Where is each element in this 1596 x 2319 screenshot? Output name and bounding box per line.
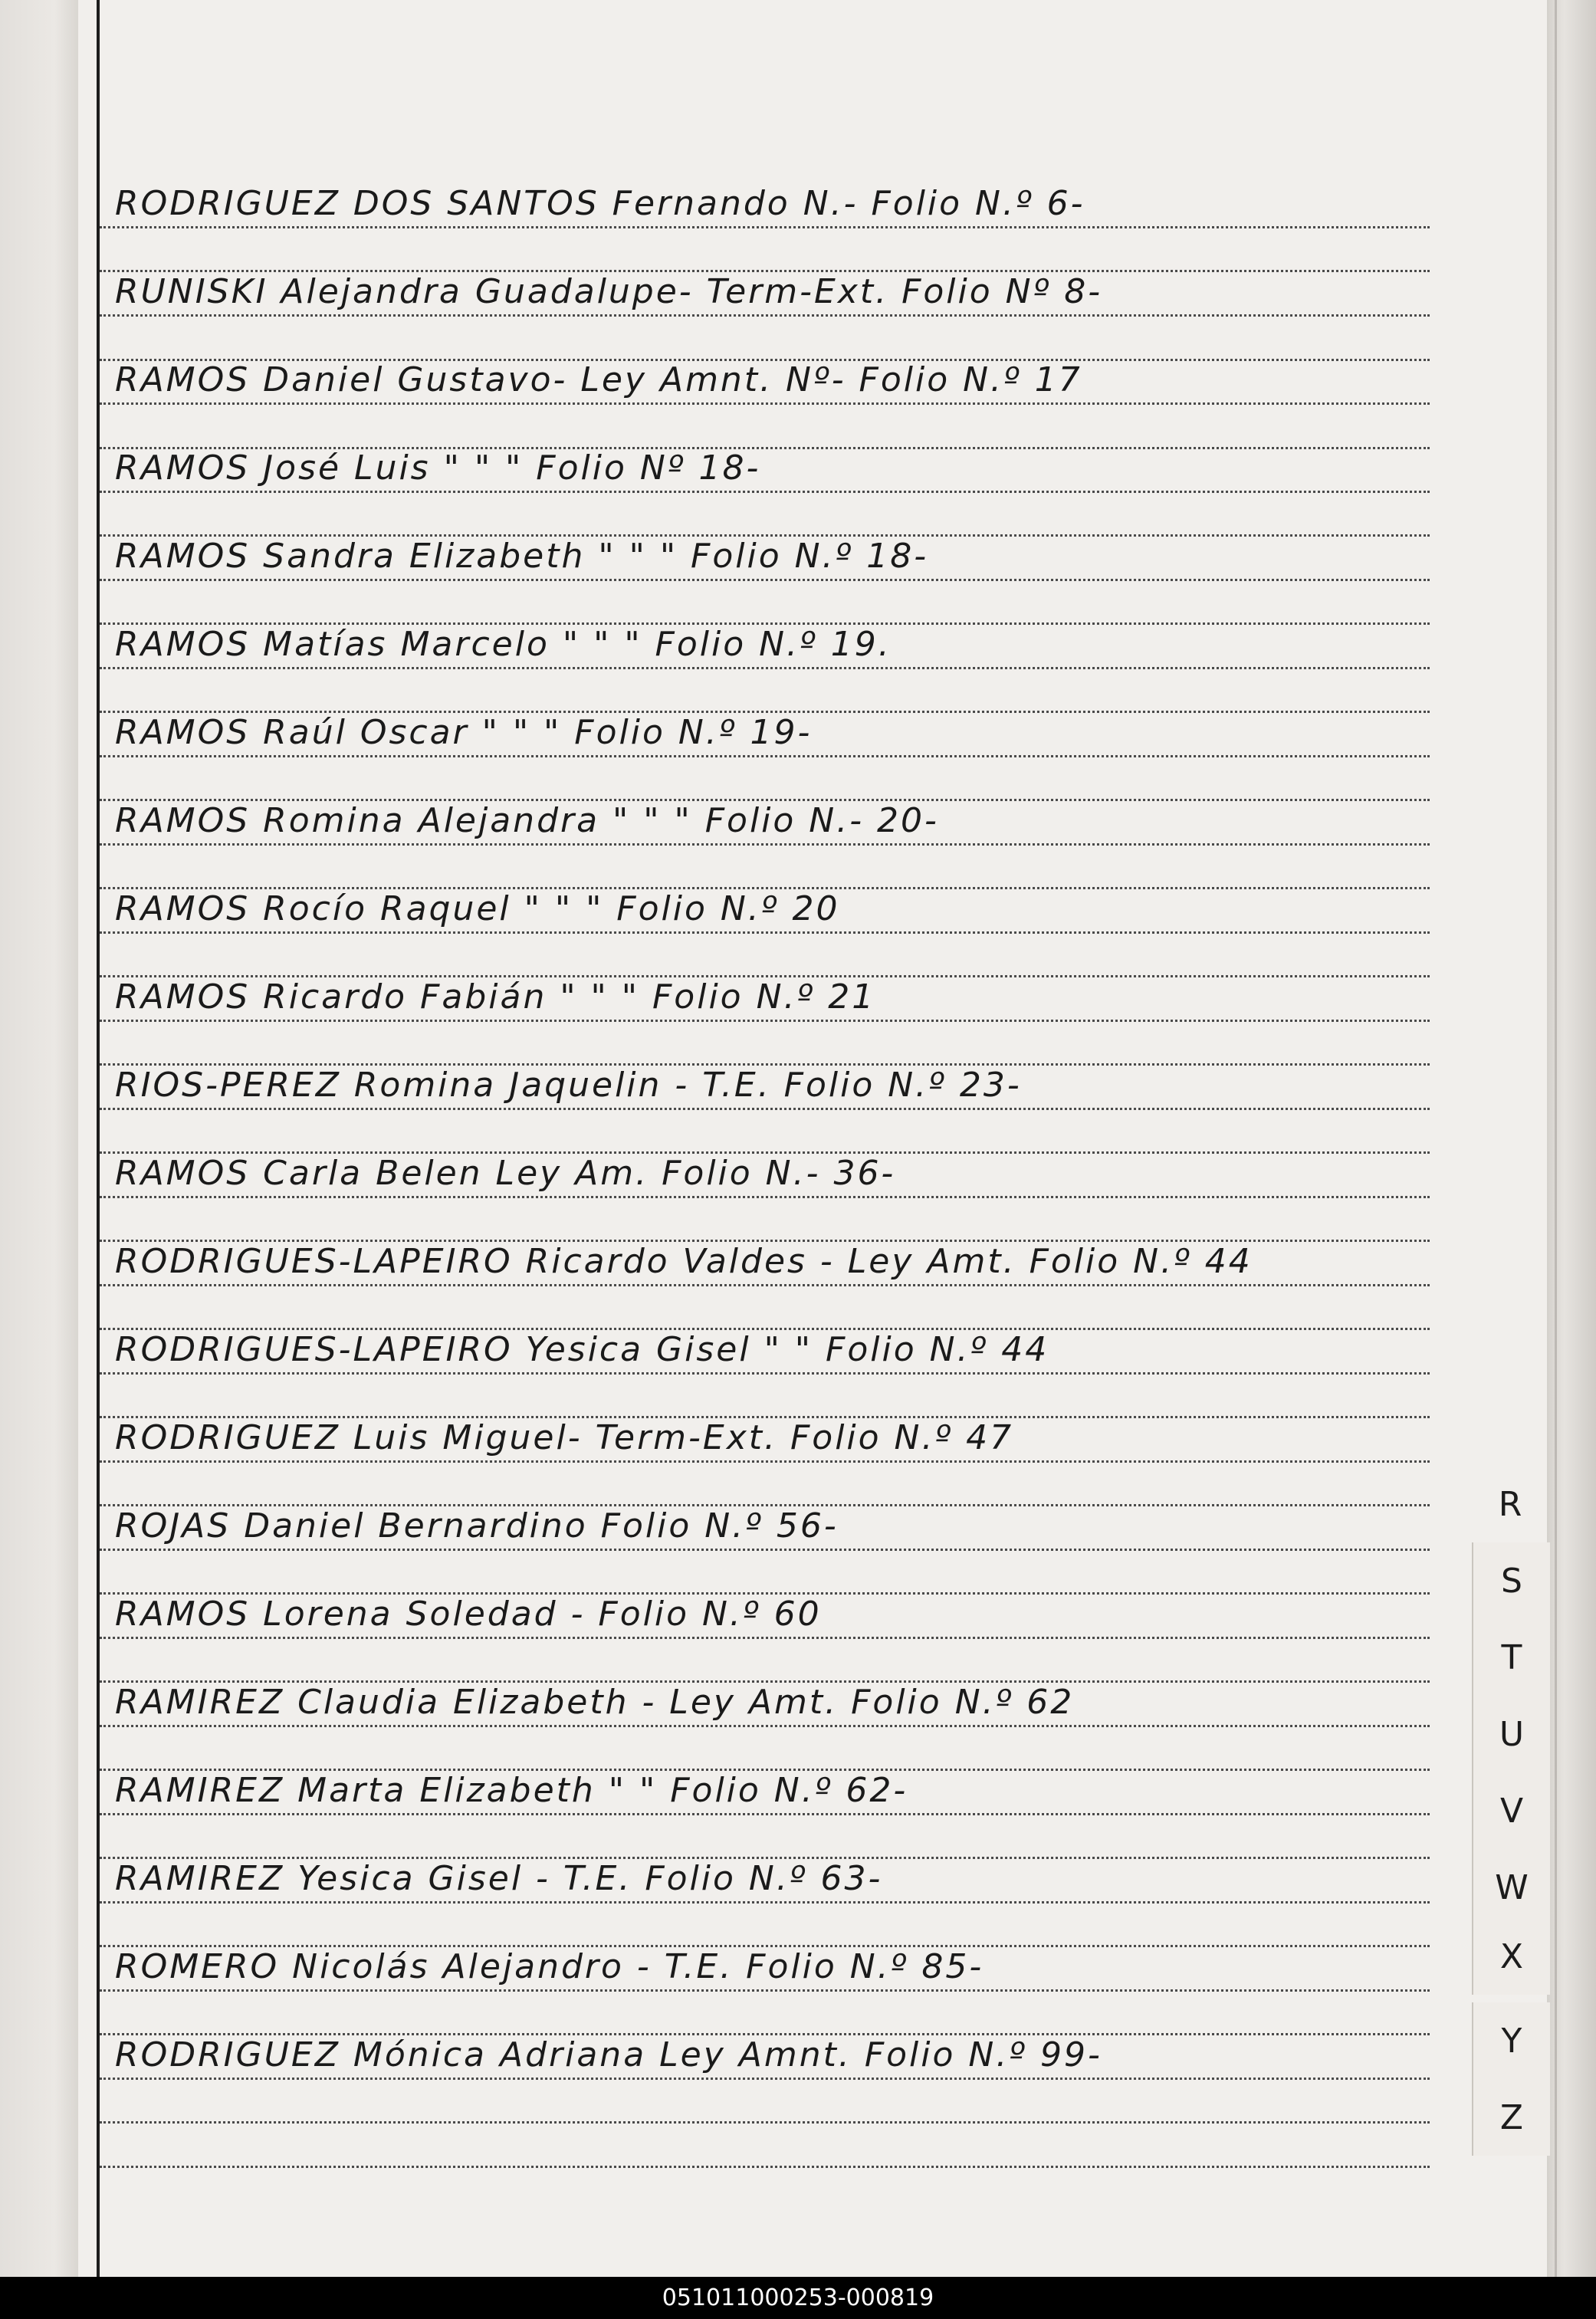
ledger-entry: RAMIREZ Marta Elizabeth " " Folio N.º 62- xyxy=(115,1771,908,1810)
ledger-entry: ROJAS Daniel Bernardino Folio N.º 56- xyxy=(115,1506,839,1545)
index-tab-x[interactable]: X xyxy=(1472,1918,1550,1995)
ledger-entry: RODRIGUEZ DOS SANTOS Fernando N.- Folio N.º 6- xyxy=(115,184,1085,223)
ledger-entry: RUNISKI Alejandra Guadalupe- Term-Ext. Folio Nº 8- xyxy=(115,272,1103,311)
ledger-entry: RAMOS Carla Belen Ley Am. Folio N.- 36- xyxy=(115,1154,896,1193)
scan-id-footer: 051011000253-000819 xyxy=(0,2277,1596,2319)
ledger-entry: RAMOS José Luis " " " Folio Nº 18- xyxy=(115,448,761,488)
rule-line xyxy=(100,2166,1430,2168)
ledger-entry: RODRIGUES-LAPEIRO Ricardo Valdes - Ley Amt. Folio N.º 44 xyxy=(115,1242,1253,1281)
index-tab-r[interactable]: R xyxy=(1498,1484,1522,1524)
index-tab-z[interactable]: Z xyxy=(1472,2079,1550,2156)
ledger-entry: RODRIGUEZ Luis Miguel- Term-Ext. Folio N.º 47 xyxy=(115,1418,1014,1457)
binding-strip xyxy=(0,0,78,2277)
ledger-entry: RAMOS Romina Alejandra " " " Folio N.- 20- xyxy=(115,801,939,840)
rule-line xyxy=(100,2121,1430,2124)
index-tab-w[interactable]: W xyxy=(1472,1849,1550,1926)
ledger-entry: RAMOS Rocío Raquel " " " Folio N.º 20 xyxy=(115,889,840,928)
ledger-entry: RODRIGUEZ Mónica Adriana Ley Amnt. Folio N.º 99- xyxy=(115,2035,1102,2074)
ledger-entry: RAMOS Ricardo Fabián " " " Folio N.º 21 xyxy=(115,977,876,1017)
ledger-entry: RIOS-PEREZ Romina Jaquelin - T.E. Folio N.º 23- xyxy=(115,1066,1022,1105)
margin-line xyxy=(97,0,100,2277)
index-tab-y[interactable]: Y xyxy=(1472,2002,1550,2079)
ledger-entry: RAMOS Daniel Gustavo- Ley Amnt. Nº- Folio N.º 17 xyxy=(115,360,1082,399)
page-edge xyxy=(1547,0,1596,2277)
index-tab-u[interactable]: U xyxy=(1472,1696,1550,1772)
ledger-entry: RAMOS Raúl Oscar " " " Folio N.º 19- xyxy=(115,713,813,752)
ledger-entry: ROMERO Nicolás Alejandro - T.E. Folio N.º 85- xyxy=(115,1947,984,1986)
ledger-entry: RODRIGUES-LAPEIRO Yesica Gisel " " Folio N.º 44 xyxy=(115,1330,1049,1369)
index-tab-t[interactable]: T xyxy=(1472,1619,1550,1696)
ledger-entry: RAMOS Lorena Soledad - Folio N.º 60 xyxy=(115,1595,822,1634)
ledger-entry: RAMOS Matías Marcelo " " " Folio N.º 19. xyxy=(115,625,892,664)
index-tab-v[interactable]: V xyxy=(1472,1772,1550,1849)
ledger-entry: RAMIREZ Yesica Gisel - T.E. Folio N.º 63- xyxy=(115,1859,883,1898)
index-tab-s[interactable]: S xyxy=(1472,1542,1550,1619)
ledger-entry: RAMOS Sandra Elizabeth " " " Folio N.º 18- xyxy=(115,537,929,576)
ledger-entry: RAMIREZ Claudia Elizabeth - Ley Amt. Folio N.º 62 xyxy=(115,1683,1075,1722)
